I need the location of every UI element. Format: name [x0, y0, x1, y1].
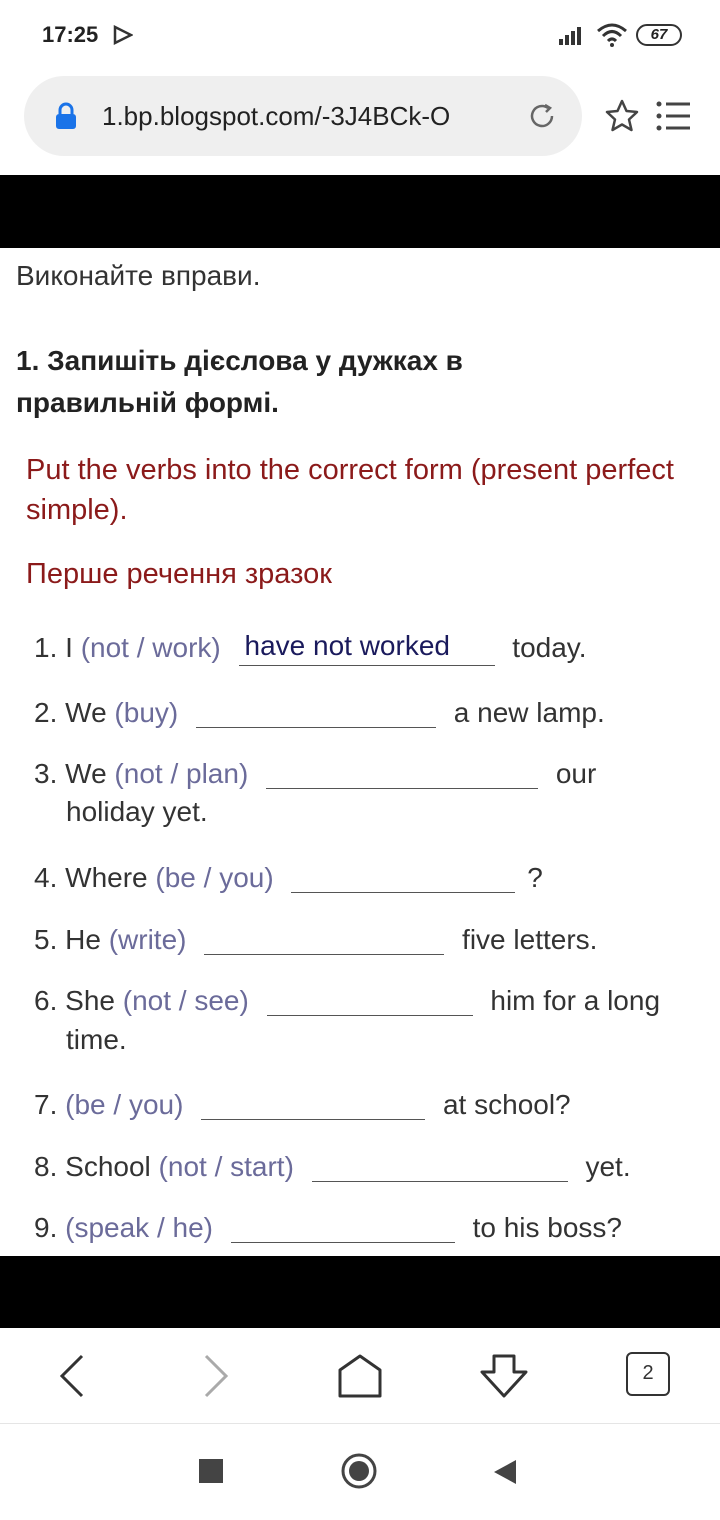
- exercise-hint: (not / work): [80, 632, 221, 663]
- exercise-ending: yet.: [585, 1151, 631, 1182]
- image-letterbox-bottom: [0, 1256, 720, 1328]
- answer-blank: [312, 1148, 568, 1182]
- exercise-item: [34, 853, 543, 900]
- exercise-subject: School: [65, 1151, 151, 1182]
- answer-blank: [231, 1209, 455, 1243]
- back-triangle-icon[interactable]: [492, 1458, 518, 1491]
- address-bar[interactable]: [24, 76, 582, 156]
- recents-icon[interactable]: [198, 1458, 224, 1489]
- system-nav-bar: [0, 1424, 720, 1520]
- exercise-item: [34, 976, 660, 1023]
- menu-icon[interactable]: [656, 100, 692, 137]
- wifi-icon: [596, 22, 628, 53]
- exercise-ending: our: [555, 758, 597, 789]
- worksheet-image: [0, 248, 720, 1256]
- instruction-text: Put the verbs into the correct form (present perfect simple).: [26, 454, 674, 526]
- exercise-item: [34, 749, 596, 796]
- exercise-ending: to his boss?: [472, 1212, 622, 1243]
- exercise-item: [34, 1080, 571, 1127]
- exercise-item: [34, 1142, 631, 1189]
- exercise-subject: He: [65, 924, 101, 955]
- status-bar: [0, 0, 720, 70]
- home-circle-icon[interactable]: [340, 1452, 378, 1495]
- task-title: 1. Запишіть дієслова у дужках в правильній формі.: [16, 345, 463, 418]
- answer-text: have not worked: [244, 630, 450, 661]
- browser-toolbar: [0, 1328, 720, 1424]
- battery-icon: 67: [636, 24, 682, 46]
- download-icon[interactable]: [478, 1352, 530, 1405]
- exercise-item: [34, 915, 597, 962]
- exercise-hint: (speak / he): [65, 1212, 213, 1243]
- answer-blank: [204, 921, 444, 955]
- answer-blank: [266, 755, 538, 789]
- lock-icon: [54, 102, 78, 135]
- exercise-hint: (be / you): [155, 862, 274, 893]
- answer-blank: [196, 694, 436, 728]
- exercise-item: [34, 1203, 622, 1250]
- exercise-subject: She: [65, 985, 115, 1016]
- exercise-hint: (not / start): [158, 1151, 294, 1182]
- signal-icon: [558, 24, 586, 51]
- exercise-hint: (be / you): [65, 1089, 184, 1120]
- exercise-continuation: time.: [66, 1024, 127, 1055]
- exercise-subject: We: [65, 697, 107, 728]
- exercise-ending: five letters.: [462, 924, 598, 955]
- home-icon[interactable]: [336, 1352, 384, 1405]
- exercise-number: 9.: [34, 1212, 58, 1243]
- answer-blank: [291, 859, 515, 893]
- exercise-subject: We: [65, 758, 107, 789]
- bookmark-star-icon[interactable]: [604, 98, 640, 139]
- exercise-hint: (not / plan): [114, 758, 249, 789]
- image-letterbox-top: [0, 175, 720, 248]
- exercise-number: 8.: [34, 1151, 58, 1182]
- url-text[interactable]: 1.bp.blogspot.com/-3J4BCk-O: [102, 101, 451, 131]
- exercise-ending: ?: [527, 862, 543, 893]
- exercise-number: 4.: [34, 862, 58, 893]
- exercise-item: [34, 626, 587, 670]
- exercise-ending: him for a long: [490, 985, 661, 1016]
- exercise-number: 5.: [34, 924, 58, 955]
- exercise-subject: Where: [65, 862, 148, 893]
- exercise-ending: a new lamp.: [453, 697, 605, 728]
- exercise-subject: I: [65, 632, 73, 663]
- answer-blank: [267, 982, 473, 1016]
- answer-blank: [201, 1086, 425, 1120]
- exercise-ending: at school?: [442, 1089, 571, 1120]
- sample-note: Перше речення зразок: [26, 558, 332, 590]
- intro-text: Виконайте вправи.: [16, 260, 261, 291]
- play-store-icon: [113, 25, 133, 50]
- exercise-hint: (buy): [114, 697, 179, 728]
- exercise-hint: (write): [108, 924, 187, 955]
- answer-blank: [239, 632, 495, 666]
- exercise-item: [34, 688, 605, 735]
- exercise-hint: (not / see): [122, 985, 249, 1016]
- reload-icon[interactable]: [528, 102, 556, 135]
- exercise-continuation: holiday yet.: [66, 796, 208, 827]
- exercise-ending: today.: [512, 632, 587, 663]
- status-time: 17:25: [42, 22, 99, 47]
- exercise-number: 2.: [34, 697, 58, 728]
- exercise-number: 3.: [34, 758, 58, 789]
- exercise-number: 6.: [34, 985, 58, 1016]
- exercise-number: 7.: [34, 1089, 58, 1120]
- forward-icon[interactable]: [198, 1352, 232, 1405]
- exercise-number: 1.: [34, 632, 58, 663]
- tab-switcher-button[interactable]: 2: [626, 1352, 670, 1396]
- back-icon[interactable]: [56, 1352, 90, 1405]
